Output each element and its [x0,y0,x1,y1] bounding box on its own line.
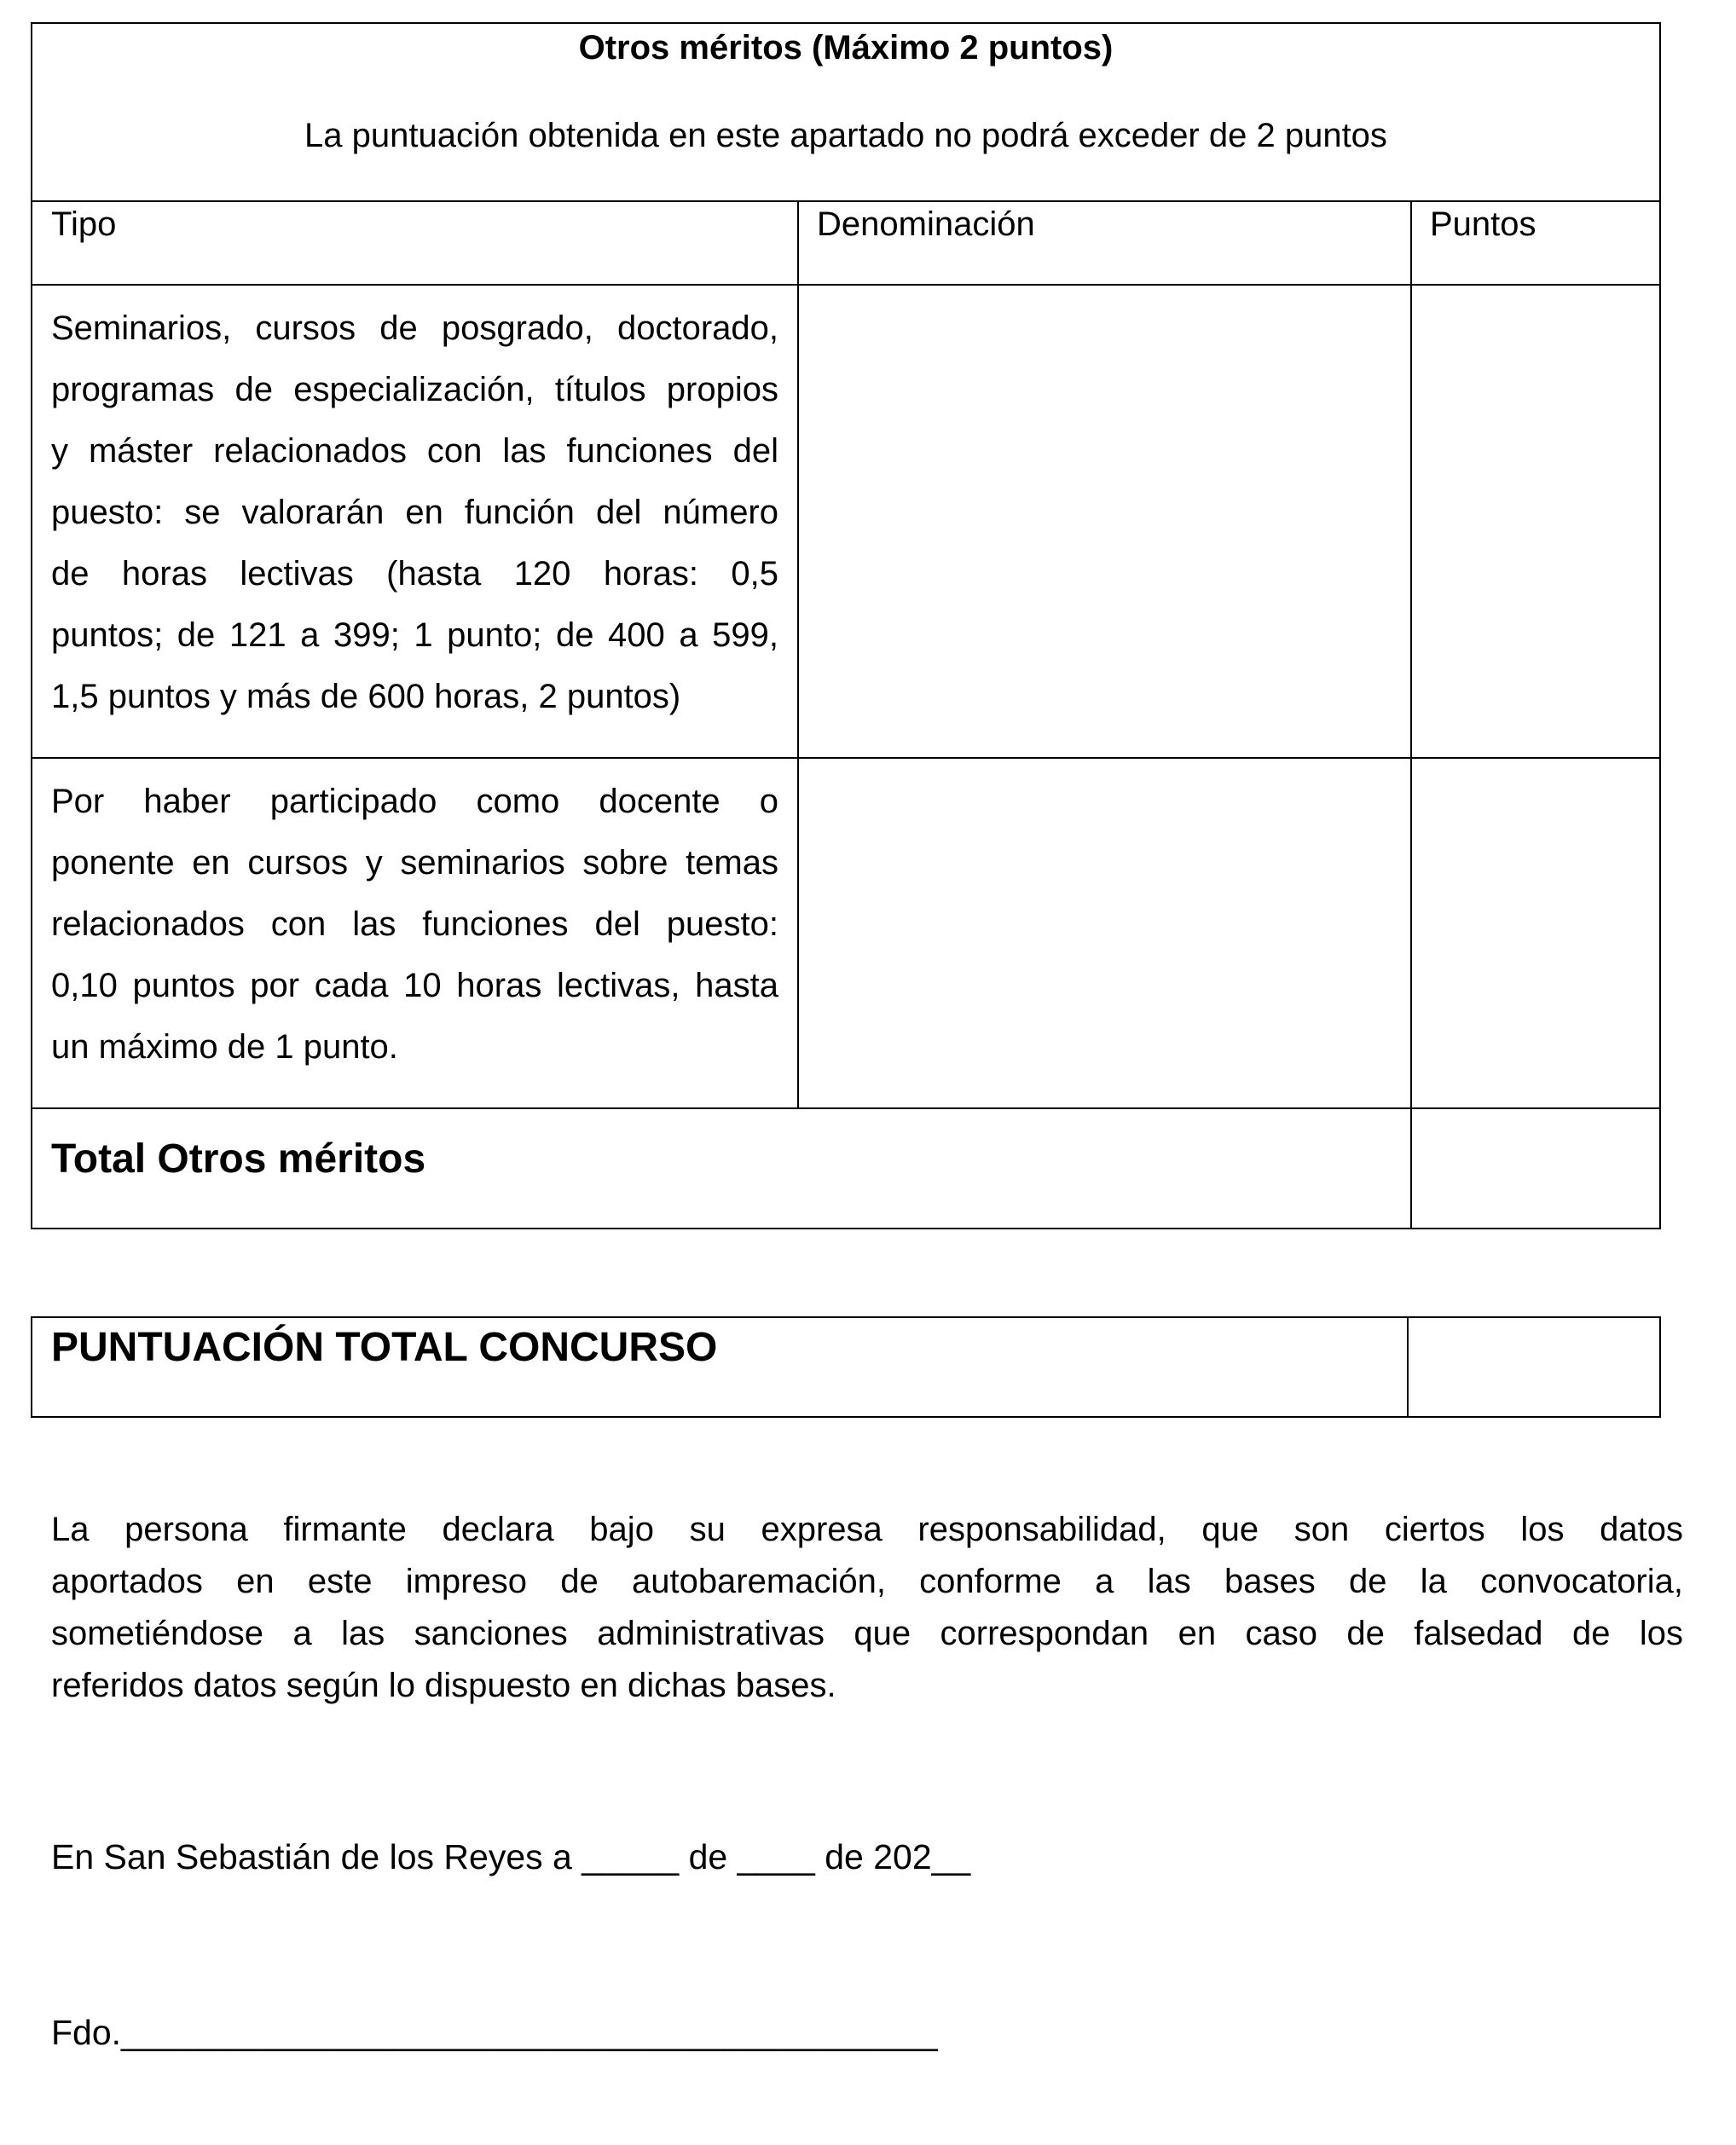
declaracion-line: sometiéndose a las sanciones administrativas que correspondan en caso de falsedad de los [51,1615,1683,1652]
row-1-line: 1,5 puntos y más de 600 horas, 2 puntos) [51,678,681,715]
row-2-line: ponente en cursos y seminarios sobre temas [51,844,778,882]
section-title: Otros méritos (Máximo 2 puntos) [578,29,1114,66]
declaracion-line: referidos datos según lo dispuesto en dichas bases. [51,1667,836,1704]
declaracion-line: La persona firmante declara bajo su expresa responsabilidad, que son ciertos los datos [51,1511,1683,1548]
table-divider [31,284,1661,286]
row-1-line: puesto: se valorarán en función del número [51,494,778,531]
row-2-tipo [51,771,778,1078]
firma-line: Fdo.__________________________________________ [51,2013,938,2052]
row-1-line: puntos; de 121 a 399; 1 punto; de 400 a 599, [51,616,778,654]
row-2-line: relacionados con las funciones del puesto: [51,905,778,943]
declaracion-line: aportados en este impreso de autobaremación, conforme a las bases de la convocatoria, [51,1563,1683,1600]
total-otros-meritos-label: Total Otros méritos [51,1136,426,1182]
declaracion-paragraph [51,1504,1683,1712]
row-1-line: Seminarios, cursos de posgrado, doctorado, [51,309,778,347]
column-divider [1407,1316,1409,1418]
row-2-line: un máximo de 1 punto. [51,1028,398,1066]
header-puntos: Puntos [1430,205,1536,243]
row-2-line: Por haber participado como docente o [51,783,778,820]
table-divider [31,200,1661,202]
table-divider [31,757,1661,759]
puntuacion-total-label: PUNTUACIÓN TOTAL CONCURSO [51,1325,718,1370]
row-1-tipo [51,298,778,727]
column-divider [1410,200,1412,1229]
table-divider [31,1107,1661,1109]
header-denominacion: Denominación [817,205,1035,243]
row-1-line: de horas lectivas (hasta 120 horas: 0,5 [51,555,778,593]
row-2-line: 0,10 puntos por cada 10 horas lectivas, hasta [51,967,778,1004]
section-subtitle: La puntuación obtenida en este apartado no podrá exceder de 2 puntos [304,117,1387,154]
row-1-line: y máster relacionados con las funciones del [51,432,778,470]
row-1-line: programas de especialización, títulos propios [51,371,778,408]
header-tipo: Tipo [51,205,117,243]
column-divider [797,200,799,1108]
lugar-fecha: En San Sebastián de los Reyes a _____ de ____ de 202__ [51,1837,971,1876]
